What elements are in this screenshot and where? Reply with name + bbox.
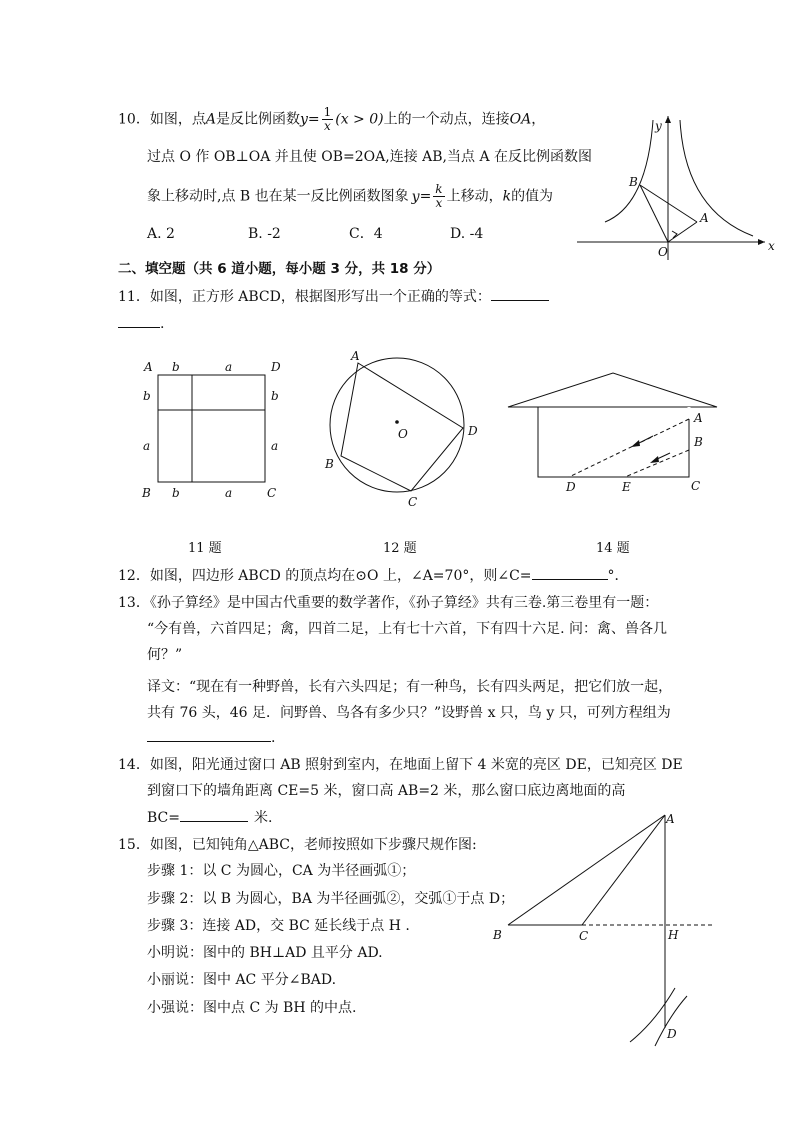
- q13-line6: .: [147, 727, 275, 748]
- fig12-o-center: O: [398, 427, 408, 441]
- fig12-a-vertex: A: [351, 349, 360, 363]
- q15-fig-c: C: [579, 929, 589, 943]
- q11-line2: .: [118, 313, 164, 334]
- q12-line: 12．如图，四边形 ABCD 的顶点均在⊙O 上，∠A=70°，则∠C= °．: [118, 565, 629, 586]
- fig11-a-vertex: A: [144, 360, 153, 374]
- section2-heading: 二、填空题（共 6 道小题，每小题 3 分，共 18 分）: [118, 261, 441, 277]
- q15-step1: 步骤 1：以 C 为圆心，CA 为半径画弧①；: [147, 863, 416, 879]
- q10-option-b: B. -2: [248, 226, 281, 242]
- q10-figure: [575, 110, 775, 265]
- fig11-right-b: b: [271, 389, 279, 403]
- fig11-caption: 11 题: [188, 541, 222, 556]
- fig11-c-vertex: C: [267, 486, 277, 500]
- q14-line3: BC= 米.: [147, 807, 272, 828]
- q14-answer-blank[interactable]: [180, 807, 248, 822]
- fig11-top-b: b: [172, 360, 180, 374]
- q11-answer-blank-2[interactable]: [118, 313, 160, 328]
- q15-xiaoming: 小明说：图中的 BH⊥AD 且平分 AD.: [147, 945, 383, 961]
- fig11-b-vertex: B: [142, 486, 151, 500]
- fig14-e-point: E: [622, 480, 631, 494]
- q10-fig-y: y: [655, 119, 662, 133]
- q11-answer-blank-1[interactable]: [491, 286, 549, 301]
- fig12-circle: [318, 348, 488, 513]
- fig14-a-point: A: [694, 411, 703, 425]
- fig12-d-vertex: D: [468, 424, 478, 438]
- q15-fig-a: A: [666, 812, 675, 826]
- q13-answer-blank[interactable]: [147, 727, 271, 742]
- q11-line1: 11．如图，正方形 ABCD，根据图形写出一个正确的等式：: [118, 286, 549, 307]
- q13-line2: “今有兽，六首四足；禽，四首二足，上有七十六首，下有四十六足. 问：禽、兽各几: [147, 621, 668, 637]
- fig11-bottom-a: a: [225, 486, 233, 500]
- fig14-caption: 14 题: [596, 541, 630, 556]
- fig11-bottom-b: b: [172, 486, 180, 500]
- fig11-right-a: a: [271, 439, 279, 453]
- fig14-c-point: C: [691, 479, 701, 493]
- q10-option-d: D. -4: [450, 226, 484, 242]
- q10-fig-b: B: [629, 175, 638, 189]
- fig14-d-point: D: [566, 480, 576, 494]
- q15-fig-d: D: [667, 1027, 677, 1041]
- q15-step3: 步骤 3：连接 AD，交 BC 延长线于点 H .: [147, 918, 410, 934]
- fig11-square: [140, 358, 290, 503]
- fig12-caption: 12 题: [383, 541, 417, 556]
- q12-answer-blank[interactable]: [532, 565, 608, 580]
- q14-line1: 14．如图，阳光通过窗口 AB 照射到室内，在地面上留下 4 米宽的亮区 DE，已知亮区 DE: [118, 757, 683, 773]
- q10-line3: 象上移动时,点 B 也在某一反比例函数图象 y= $\frac{k}{x}$ 上移动，k的值为: [147, 182, 554, 210]
- q13-line5: 共有 76 头，46 足．问野兽、鸟各有多少只？”设野兽 x 只，鸟 y 只，可列方程组为: [147, 705, 671, 721]
- q15-fig-h: H: [668, 928, 679, 942]
- q10-line2: 过点 O 作 OB⊥OA 并且使 OB=2OA,连接 AB,当点 A 在反比例函数图: [147, 149, 592, 165]
- q13-line1: 13．《孙子算经》是中国古代重要的数学著作，《孙子算经》共有三卷.第三卷里有一题：: [118, 595, 659, 611]
- fig11-d-vertex: D: [271, 360, 281, 374]
- q15-fig-b: B: [493, 928, 502, 942]
- q10-fig-o: O: [658, 245, 668, 259]
- q10-option-a: A. 2: [147, 226, 175, 242]
- q15-xiaoqiang: 小强说：图中点 C 为 BH 的中点.: [147, 1000, 357, 1016]
- q15-line1: 15．如图，已知钝角△ABC，老师按照如下步骤尺规作图:: [118, 837, 477, 853]
- fig11-left-b: b: [143, 389, 151, 403]
- fig12-c-vertex: C: [408, 495, 418, 509]
- q10-fig-x: x: [768, 239, 775, 253]
- q10-fraction: $\frac{1}{x}$: [323, 105, 332, 133]
- q10-k-fraction: $\frac{k}{x}$: [435, 182, 443, 210]
- q10-fig-a: A: [700, 211, 709, 225]
- fig11-top-a: a: [225, 360, 233, 374]
- q15-step2: 步骤 2：以 B 为圆心，BA 为半径画弧②，交弧①于点 D；: [147, 891, 515, 907]
- q15-xiaoli: 小丽说：图中 AC 平分∠BAD.: [147, 972, 337, 988]
- fig14-b-point: B: [694, 435, 703, 449]
- q10-option-c: C．4: [349, 226, 383, 242]
- q13-line4: 译文：“现在有一种野兽，长有六头四足；有一种鸟，长有四头两足，把它们放一起，: [147, 679, 673, 695]
- q10-line1: 10．如图，点A是反比例函数y= $\frac{1}{x}$ (x > 0)上的一个动点，连接OA，: [118, 105, 546, 133]
- q13-line3: 何？”: [147, 647, 183, 663]
- fig14-house: [505, 370, 720, 495]
- q14-line2: 到窗口下的墙角距离 CE=5 米，窗口高 AB=2 米，那么窗口底边离地面的高: [147, 783, 626, 799]
- fig12-b-vertex: B: [325, 457, 334, 471]
- fig11-left-a: a: [143, 439, 151, 453]
- q15-figure: [490, 810, 720, 1050]
